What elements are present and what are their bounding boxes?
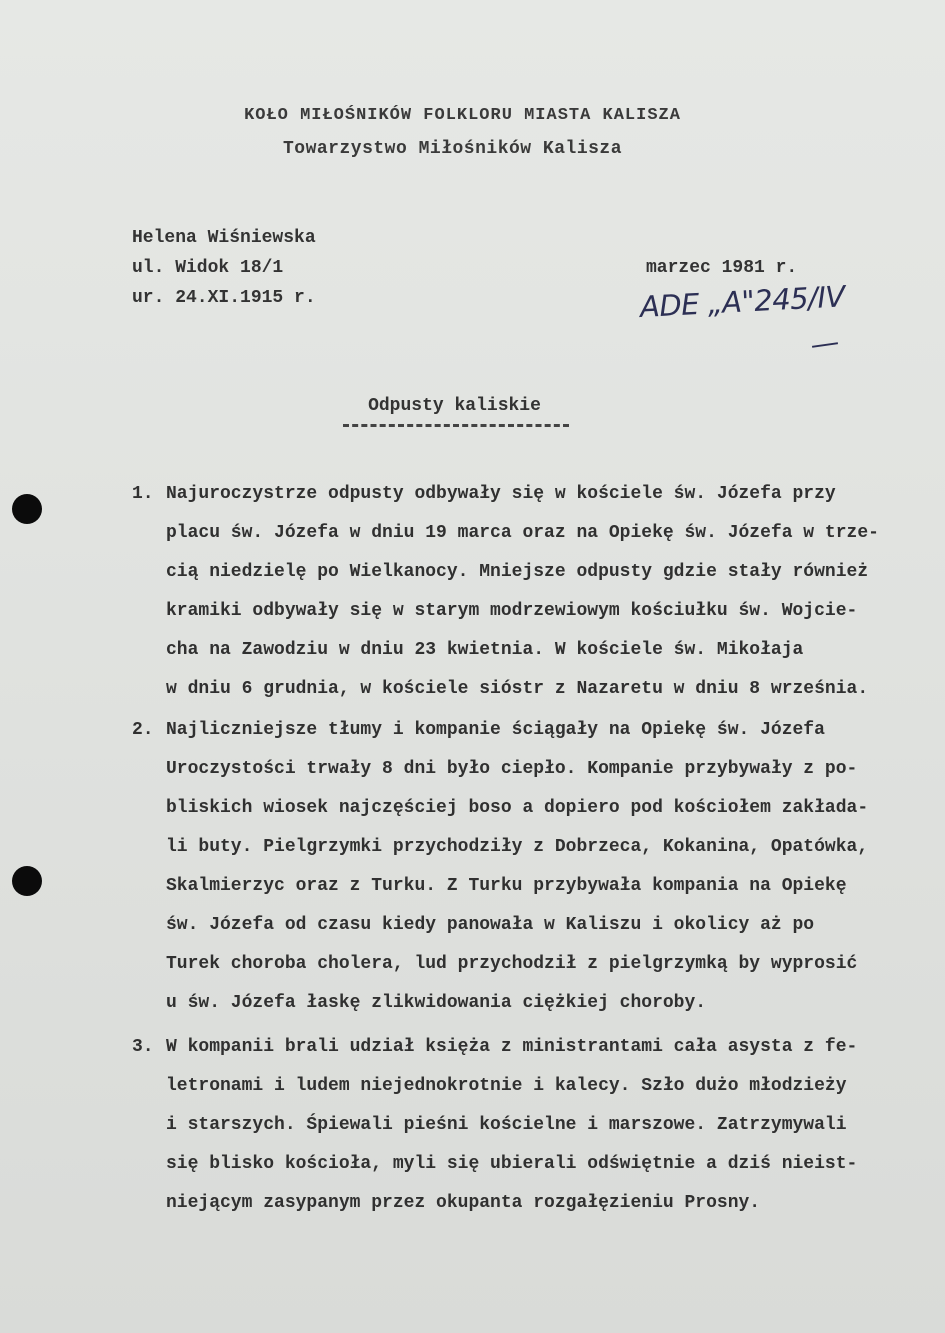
paragraph-line: Uroczystości trwały 8 dni było ciepło. Kompanie przybywały z po- xyxy=(166,759,858,779)
paragraph-line: placu św. Józefa w dniu 19 marca oraz na Opiekę św. Józefa w trze- xyxy=(166,523,879,543)
paragraph-number: 3. xyxy=(132,1037,154,1057)
document-title: Odpusty kaliskie xyxy=(368,396,541,416)
author-address: ul. Widok 18/1 xyxy=(132,258,284,278)
author-name: Helena Wiśniewska xyxy=(132,228,316,248)
organization-name: KOŁO MIŁOŚNIKÓW FOLKLORU MIASTA KALISZA xyxy=(244,106,681,125)
paragraph-line: w dniu 6 grudnia, w kościele sióstr z Nazaretu w dniu 8 września. xyxy=(166,679,869,699)
paragraph-line: Turek choroba cholera, lud przychodził z pielgrzymką by wyprosić xyxy=(166,954,858,974)
paragraph-line: i starszych. Śpiewali pieśni kościelne i marszowe. Zatrzymywali xyxy=(166,1115,847,1135)
paragraph-line: Najuroczystrze odpusty odbywały się w kościele św. Józefa przy xyxy=(166,484,836,504)
paragraph-line: Najliczniejsze tłumy i kompanie ściągały na Opiekę św. Józefa xyxy=(166,720,825,740)
paragraph-line: cią niedzielę po Wielkanocy. Mniejsze odpusty gdzie stały również xyxy=(166,562,869,582)
paragraph-line: kramiki odbywały się w starym modrzewiowym kościułku św. Wojcie- xyxy=(166,601,858,621)
title-underline xyxy=(343,424,569,427)
paragraph-line: li buty. Pielgrzymki przychodziły z Dobrzeca, Kokanina, Opatówka, xyxy=(166,837,869,857)
paragraph-line: u św. Józefa łaskę zlikwidowania ciężkiej choroby. xyxy=(166,993,707,1013)
paragraph-line: się blisko kościoła, myli się ubierali odświętnie a dziś nieist- xyxy=(166,1154,858,1174)
paragraph-3 xyxy=(132,1028,922,1223)
handwritten-archive-reference: ADE „A"245/IV xyxy=(639,279,846,324)
paragraph-line: św. Józefa od czasu kiedy panowała w Kaliszu i okolicy aż po xyxy=(166,915,815,935)
paragraph-number: 1. xyxy=(132,484,154,504)
document-date: marzec 1981 r. xyxy=(646,258,798,278)
handwritten-underline xyxy=(812,342,838,348)
paragraph-line: Skalmierzyc oraz z Turku. Z Turku przybywała kompania na Opiekę xyxy=(166,876,847,896)
paragraph-line: W kompanii brali udział księża z ministrantami cała asysta z fe- xyxy=(166,1037,858,1057)
society-name: Towarzystwo Miłośników Kalisza xyxy=(282,139,623,159)
paragraph-line: bliskich wiosek najczęściej boso a dopiero pod kościołem zakłada- xyxy=(166,798,869,818)
paragraph-line: letronami i ludem niejednokrotnie i kalecy. Szło dużo młodzieży xyxy=(166,1076,847,1096)
paragraph-line: niejącym zasypanym przez okupanta rozgałęzieniu Prosny. xyxy=(166,1193,761,1213)
paragraph-number: 2. xyxy=(132,720,154,740)
author-birth-date: ur. 24.XI.1915 r. xyxy=(132,288,316,308)
paragraph-line: cha na Zawodziu w dniu 23 kwietnia. W kościele św. Mikołaja xyxy=(166,640,804,660)
paragraph-2 xyxy=(132,711,922,1023)
punch-hole-top xyxy=(12,494,42,524)
punch-hole-bottom xyxy=(12,866,42,896)
paragraph-1 xyxy=(132,475,922,709)
